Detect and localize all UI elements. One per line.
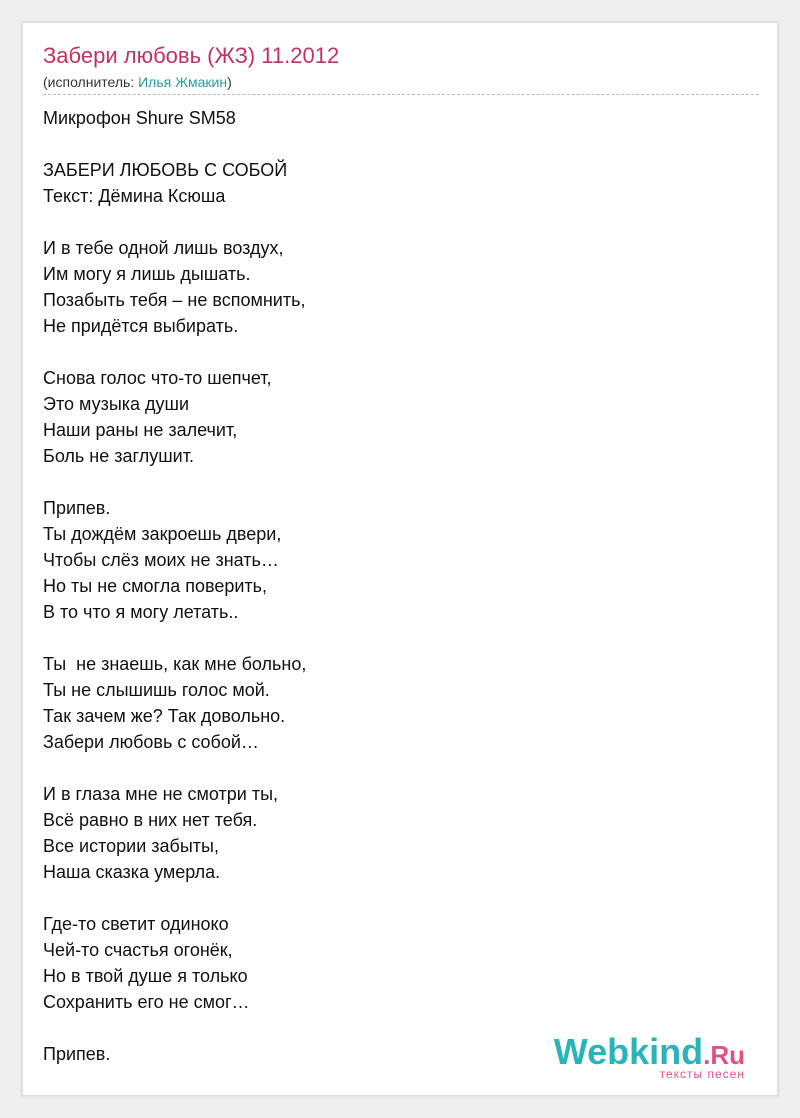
artist-link[interactable]: Илья Жмакин (138, 74, 228, 90)
lyrics-line: Всё равно в них нет тебя. (43, 810, 258, 830)
lyrics-line: Забери любовь с собой… (43, 732, 259, 752)
lyrics-line: И в глаза мне не смотри ты, (43, 784, 279, 804)
lyrics-line: Снова голос что-то шепчет, (43, 368, 272, 388)
lyrics-line: Так зачем же? Так довольно. (43, 706, 286, 726)
lyrics-line: Припев. (43, 1044, 111, 1064)
lyrics-line: Им могу я лишь дышать. (43, 264, 251, 284)
lyrics-stanza (43, 365, 743, 469)
lyrics-line: Припев. (43, 498, 111, 518)
lyrics-line: Чей-то счастья огонёк, (43, 940, 233, 960)
lyrics-line: Ты не знаешь, как мне больно, (43, 654, 307, 674)
song-title: Забери любовь (ЖЗ) 11.2012 (43, 43, 340, 68)
logo-tld-text: .Ru (703, 1040, 745, 1070)
lyrics-line: Наша сказка умерла. (43, 862, 221, 882)
artist-line (43, 74, 232, 90)
lyrics-line: И в тебе одной лишь воздух, (43, 238, 284, 258)
lyrics-line: Боль не заглушит. (43, 446, 194, 466)
lyrics-line: Не придётся выбирать. (43, 316, 239, 336)
logo-subtitle: тексты песен (659, 1067, 745, 1081)
lyrics-line: Наши раны не залечит, (43, 420, 238, 440)
artist-suffix: ) (227, 74, 232, 90)
lyrics-stanza (43, 157, 743, 209)
lyrics-line: Ты дождём закроешь двери, (43, 524, 282, 544)
artist-prefix: (исполнитель: (43, 74, 139, 90)
lyrics-stanza (43, 911, 743, 1015)
lyrics-line: Микрофон Shure SM58 (43, 108, 236, 128)
lyrics-stanza (43, 235, 743, 339)
logo-main-text: Webkind (553, 1031, 704, 1072)
lyrics-line: Но в твой душе я только (43, 966, 248, 986)
lyrics-stanza (43, 495, 743, 625)
lyrics-line: Текст: Дёмина Ксюша (43, 186, 226, 206)
lyrics-stanza (43, 651, 743, 755)
lyrics-line: Сохранить его не смог… (43, 992, 250, 1012)
lyrics-line: Чтобы слёз моих не знать… (43, 550, 279, 570)
lyrics-line: Но ты не смогла поверить, (43, 576, 268, 596)
lyrics-line: Это музыка души (43, 394, 190, 414)
lyrics-line: В то что я могу летать.. (43, 602, 239, 622)
lyrics-body (43, 105, 743, 1093)
lyrics-line: Ты не слышишь голос мой. (43, 680, 270, 700)
lyrics-stanza (43, 781, 743, 885)
lyrics-page (22, 22, 778, 1096)
lyrics-line: Где-то светит одиноко (43, 914, 229, 934)
site-logo[interactable] (553, 1031, 745, 1081)
lyrics-line: Все истории забыты, (43, 836, 219, 856)
lyrics-stanza (43, 105, 743, 131)
header-divider (43, 94, 759, 95)
lyrics-line: ЗАБЕРИ ЛЮБОВЬ С СОБОЙ (43, 160, 288, 180)
lyrics-line: Позабыть тебя – не вспомнить, (43, 290, 306, 310)
